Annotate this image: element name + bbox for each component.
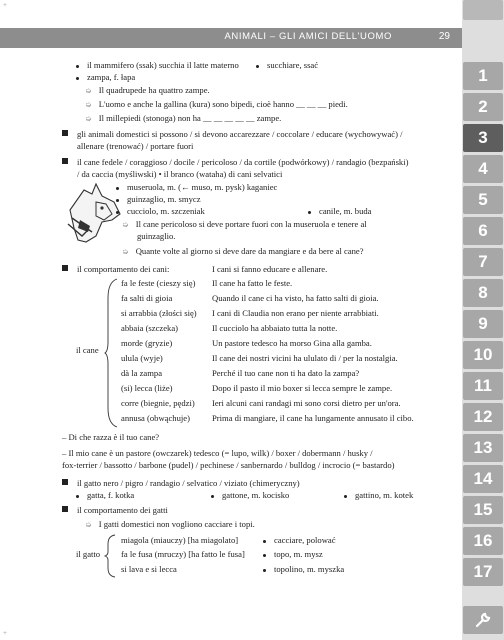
arrow-icon: ➭ [122, 220, 129, 229]
gatto-verb: si lava e si lecca [121, 564, 177, 574]
list-item: cacciare, polować [263, 535, 336, 546]
example-sentence: Ieri alcuni cani randagi mi sono corsi dietro per un'ora. [212, 398, 401, 408]
tab-chapter-12[interactable]: 12 [463, 403, 503, 431]
tab-chapter-11[interactable]: 11 [463, 372, 503, 400]
cane-verb: dà la zampa [121, 368, 163, 378]
tab-chapter-17[interactable]: 17 [463, 558, 503, 586]
example-sentence: Prima di mangiare, il cane ha lungamente annusato il cibo. [212, 413, 414, 423]
group-label: il cane [76, 345, 99, 355]
example-sentence: I cani si fanno educare e allenare. [212, 264, 328, 274]
example: ➭ Quante volte al giorno si deve dare da mangiare e da bere al cane? [122, 246, 364, 256]
section-heading: il comportamento dei cani: [62, 264, 169, 275]
tab-chapter-2[interactable]: 2 [463, 93, 503, 121]
tab-chapter-8[interactable]: 8 [463, 279, 503, 307]
example: ➭ L'uomo e anche la gallina (kura) sono bipedi, cioè hanno __ __ __ piedi. [85, 99, 348, 109]
cane-verb: si arrabbia (złości się) [121, 308, 197, 318]
brace [104, 534, 116, 578]
tab-chapter-1[interactable]: 1 [463, 62, 503, 90]
list-item: il mammifero (ssak) succhia il latte materno [76, 60, 239, 71]
cane-verb: (si) lecca (liże) [121, 383, 173, 393]
list-item: guinzaglio, m. smycz [116, 194, 201, 205]
page-header [0, 28, 462, 48]
tab-blank[interactable] [463, 0, 503, 20]
group-label: il gatto [76, 549, 101, 559]
cane-verb: morde (gryzie) [121, 338, 173, 348]
crop-mark: + [3, 629, 7, 637]
list-item: succhiare, ssać [256, 60, 318, 71]
list-item: topo, m. mysz [263, 549, 323, 560]
cane-verb: annusa (obwąchuje) [121, 413, 190, 423]
text-line: / da caccia (myśliwski) • il branco (watаha) di cani selvatici [77, 169, 283, 179]
dog-muzzle-illustration [62, 180, 124, 246]
example: ➭ Il quadrupede ha quattro zampe. [85, 85, 210, 95]
cane-verb: fa le feste (cieszy się) [121, 278, 196, 288]
brace [104, 278, 118, 428]
tab-chapter-7[interactable]: 7 [463, 248, 503, 276]
list-item: cucciolo, m. szczeniak [116, 206, 205, 217]
wrench-icon[interactable] [463, 606, 503, 634]
arrow-icon: ➭ [85, 100, 92, 109]
cane-verb: ulula (wyje) [121, 353, 163, 363]
tab-chapter-6[interactable]: 6 [463, 217, 503, 245]
text-line: allenare (trenować) / portare fuori [77, 141, 194, 151]
list-item: canile, m. buda [308, 206, 372, 217]
tab-chapter-13[interactable]: 13 [463, 434, 503, 462]
list-item: topolino, m. myszka [263, 564, 344, 575]
dialogue-line: fox-terrier / bassotto / barbone (pudel) / pechinese / sanbernardo / bulldog / incrocio (= bastardo) [62, 460, 395, 470]
section-heading: il comportamento dei gatti [62, 505, 168, 516]
dialogue-line: – Di che razza è il tuo cane? [62, 432, 160, 442]
example-sentence: Perché il tuo cane non ti ha dato la zampa? [212, 368, 360, 378]
tab-chapter-10[interactable]: 10 [463, 341, 503, 369]
cane-verb: abbaia (szczeka) [121, 323, 179, 333]
cane-verb: fa salti di gioia [121, 293, 173, 303]
list-item: museruola, m. (← muso, m. pysk) kaganiec [116, 182, 277, 193]
arrow-icon: ➭ [85, 86, 92, 95]
example-sentence: Dopo il pasto il mio boxer si lecca sempre le zampe. [212, 383, 393, 393]
example: ➭ Il millepiedi (stonoga) non ha __ __ __ __ __ zampe. [85, 113, 282, 123]
tab-chapter-15[interactable]: 15 [463, 496, 503, 524]
tab-chapter-16[interactable]: 16 [463, 527, 503, 555]
tab-chapter-5[interactable]: 5 [463, 186, 503, 214]
chapter-title: ANIMALI – GLI AMICI DELL'UOMO [224, 31, 392, 42]
crop-mark: + [3, 1, 7, 9]
example-sentence: Il cane dei nostri vicini ha ululato di / per la nostalgia. [212, 353, 398, 363]
tab-chapter-9[interactable]: 9 [463, 310, 503, 338]
section-heading: gli animali domestici si possono / si devono accarezzare / coccolare / educare (wychowywać) / [62, 129, 402, 140]
example-sentence: Il cane ha fatto le feste. [212, 278, 293, 288]
tab-chapter-4[interactable]: 4 [463, 155, 503, 183]
chapter-sidebar [462, 0, 504, 640]
arrow-icon: ➭ [122, 247, 129, 256]
text-line: guinzaglio. [137, 231, 176, 241]
section-heading: il gatto nero / pigro / randagio / selvatico / viziato (chimeryczny) [62, 478, 300, 489]
tab-chapter-3[interactable]: 3 [463, 124, 503, 152]
example: ➭ Il cane pericoloso si deve portare fuori con la museruola e tenere al [122, 219, 367, 229]
tab-chapter-14[interactable]: 14 [463, 465, 503, 493]
arrow-icon: ➭ [85, 520, 92, 529]
list-item: gatta, f. kotka [76, 490, 134, 501]
gatto-verb: miagola (miauczy) [ha miagolato] [121, 535, 239, 545]
dialogue-line: – Il mio cane è un pastore (owczarek) tedesco (= lupo, wilk) / boxer / dobermann / husky / [62, 448, 373, 458]
arrow-icon: ➭ [85, 114, 92, 123]
example-sentence: I cani di Claudia non erano per niente arrabbiati. [212, 308, 379, 318]
cane-verb: corre (biegnie, pędzi) [121, 398, 195, 408]
example-sentence: Quando il cane ci ha visto, ha fatto salti di gioia. [212, 293, 379, 303]
list-item: zampa, f. łapa [76, 72, 135, 83]
section-heading: il cane fedele / coraggioso / docile / pericoloso / da cortile (podwórkowy) / randagio (bezpański) [62, 157, 408, 168]
example: ➭ I gatti domestici non vogliono cacciare i topi. [85, 519, 255, 529]
example-sentence: Il cucciolo ha abbaiato tutta la notte. [212, 323, 338, 333]
example-sentence: Un pastore tedesco ha morso Gina alla gamba. [212, 338, 372, 348]
list-item: gattino, m. kotek [344, 490, 413, 501]
list-item: gattone, m. kocisko [211, 490, 289, 501]
page-number: 29 [438, 31, 450, 42]
gatto-verb: fa le fusa (mruczy) [ha fatto le fusa] [121, 549, 245, 559]
